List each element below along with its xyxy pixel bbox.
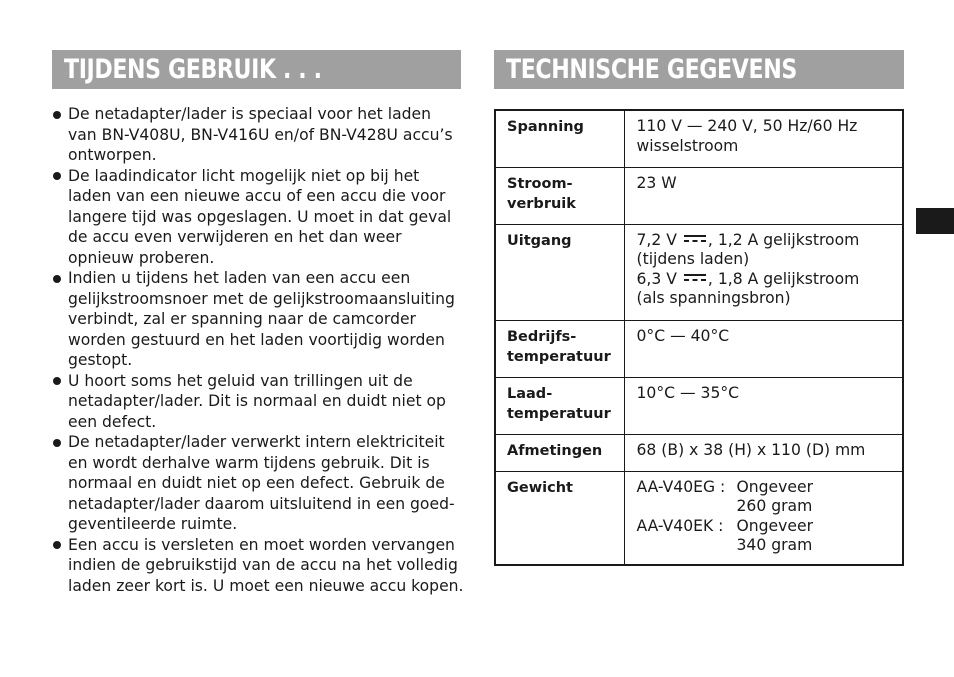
- label-gewicht: Gewicht: [495, 471, 624, 565]
- section-heading-technische-gegevens: TECHNISCHE GEGEVENS: [494, 50, 904, 89]
- table-row-gewicht: [495, 471, 903, 565]
- label-laadtemperatuur: Laad- temperatuur: [495, 377, 624, 434]
- bullet-icon: [53, 377, 61, 385]
- value-spanning: 110 V — 240 V, 50 Hz/60 Hz wisselstroom: [636, 117, 858, 155]
- list-item: De laadindicator licht mogelijk niet op bij het laden van een nieuwe accu of een accu die voor langere tijd was opgeslagen. U moet in dat geval de accu even verwijderen en het dan weer opnieuw proberen.: [52, 166, 464, 269]
- table-row-uitgang: [495, 224, 903, 320]
- table-row-spanning: [495, 110, 903, 167]
- value-laadtemperatuur: 10°C — 35°C: [624, 377, 903, 434]
- table-row-bedrijfstemperatuur: [495, 320, 903, 377]
- usage-notes-list: [52, 104, 464, 596]
- bullet-icon: [53, 541, 61, 549]
- value-uitgang: 7,2 V , 1,2 A gelijkstroom (tijdens laden) 6,3 V , 1,8 A gelijkstroom (als spanningsbron): [624, 224, 903, 320]
- value-gewicht: AA-V40EG : Ongeveer 260 gram AA-V40EK : Ongeveer 340 gram: [624, 471, 903, 565]
- bullet-icon: [53, 111, 61, 119]
- list-item: De netadapter/lader verwerkt intern elektriciteit en wordt derhalve warm tijdens gebruik. Dit is normaal en duidt niet op een defect. Gebruik de netadapter/lader daarom uitsluitend in een goed-geventileerde ruimte.: [52, 432, 464, 535]
- table-row-afmetingen: [495, 434, 903, 471]
- table-row-laadtemperatuur: [495, 377, 903, 434]
- section-heading-tijdens-gebruik: TIJDENS GEBRUIK . . .: [52, 50, 461, 89]
- bullet-icon: [53, 275, 61, 283]
- dc-symbol-icon: [684, 234, 706, 243]
- value-afmetingen: 68 (B) x 38 (H) x 110 (D) mm: [624, 434, 903, 471]
- list-item: De netadapter/lader is speciaal voor het laden van BN-V408U, BN-V416U en/of BN-V428U accu’s ontworpen.: [52, 104, 464, 166]
- list-item: Indien u tijdens het laden van een accu een gelijkstroomsnoer met de gelijkstroomaansluiting verbindt, zal er spanning naar de camcorder worden gestuurd en het laden voortijdig worden gestopt.: [52, 268, 464, 371]
- value-bedrijfstemperatuur: 0°C — 40°C: [624, 320, 903, 377]
- table-row-stroomverbruik: [495, 167, 903, 224]
- label-spanning: Spanning: [495, 110, 624, 167]
- label-afmetingen: Afmetingen: [495, 434, 624, 471]
- page-edge-tab-marker: [916, 208, 954, 234]
- bullet-icon: [53, 439, 61, 447]
- dc-symbol-icon: [684, 273, 706, 282]
- bullet-icon: [53, 172, 61, 180]
- label-stroomverbruik: Stroom- verbruik: [495, 167, 624, 224]
- label-uitgang: Uitgang: [495, 224, 624, 320]
- list-item: U hoort soms het geluid van trillingen uit de netadapter/lader. Dit is normaal en duidt niet op een defect.: [52, 371, 464, 433]
- specifications-table: [494, 109, 904, 566]
- label-bedrijfstemperatuur: Bedrijfs- temperatuur: [495, 320, 624, 377]
- list-item: Een accu is versleten en moet worden vervangen indien de gebruikstijd van de accu na het volledig laden zeer kort is. U moet een nieuwe accu kopen.: [52, 535, 464, 597]
- value-stroomverbruik: 23 W: [624, 167, 903, 224]
